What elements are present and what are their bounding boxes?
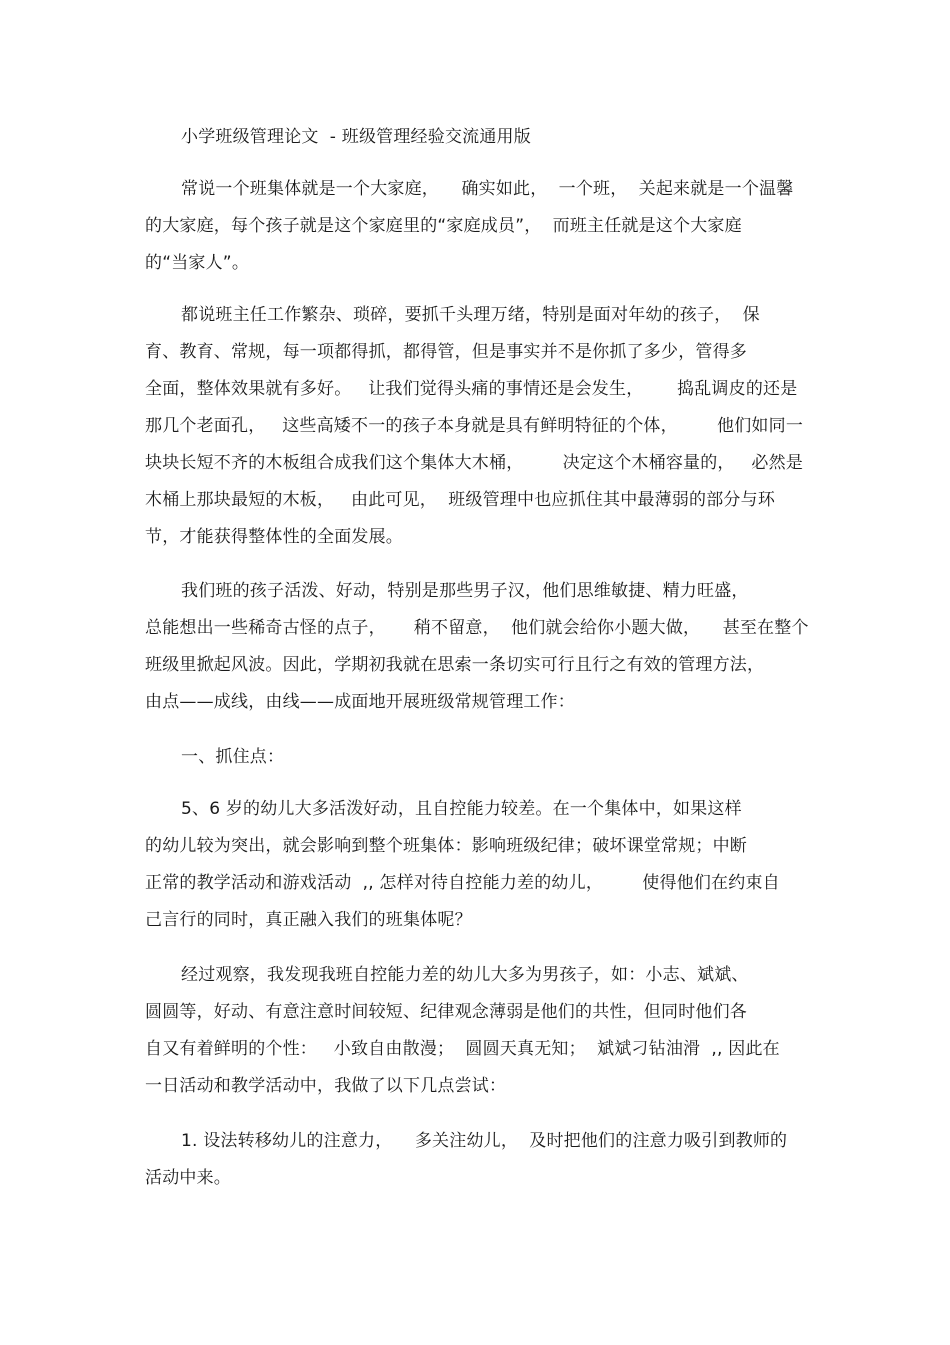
paragraph-line: 1. 设法转移幼儿的注意力， 多关注幼儿， 及时把他们的注意力吸引到教师的 <box>181 1131 788 1151</box>
paragraph-line: 正常的教学活动和游戏活动 ,, 怎样对待自控能力差的幼儿， 使得他们在约束自 <box>145 873 780 893</box>
paragraph-line: 自又有着鲜明的个性： 小致自由散漫； 圆圆天真无知； 斌斌刁钻油滑 ,, 因此在 <box>145 1039 780 1059</box>
paragraph-line: 常说一个班集体就是一个大家庭， 确实如此， 一个班， 关起来就是一个温馨 <box>181 179 794 199</box>
paragraph-line: 都说班主任工作繁杂、琐碎，要抓千头理万绪，特别是面对年幼的孩子， 保 <box>181 305 760 325</box>
paragraph-line: 圆圆等，好动、有意注意时间较短、纪律观念薄弱是他们的共性，但同时他们各 <box>145 1002 747 1022</box>
paragraph-line: 班级里掀起风波。因此，学期初我就在思索一条切实可行且行之有效的管理方法， <box>145 655 765 675</box>
paragraph-line: 己言行的同时，真正融入我们的班集体呢？ <box>145 910 472 930</box>
paragraph-line: 经过观察，我发现我班自控能力差的幼儿大多为男孩子，如：小志、斌斌、 <box>181 965 749 985</box>
paragraph-line: 那几个老面孔， 这些高矮不一的孩子本身就是具有鲜明特征的个体， 他们如同一 <box>145 416 804 436</box>
paragraph-line: 木桶上那块最短的木板， 由此可见， 班级管理中也应抓住其中最薄弱的部分与环 <box>145 490 776 510</box>
paragraph-line: 的大家庭，每个孩子就是这个家庭里的“家庭成员”， 而班主任就是这个大家庭 <box>145 216 742 236</box>
paragraph-line: 全面，整体效果就有多好。 让我们觉得头痛的事情还是会发生， 捣乱调皮的还是 <box>145 379 798 399</box>
paragraph-line: 5、6 岁的幼儿大多活泼好动，且自控能力较差。在一个集体中，如果这样 <box>181 799 742 819</box>
paragraph-line: 节，才能获得整体性的全面发展。 <box>145 527 403 547</box>
paragraph-line: 育、教育、常规，每一项都得抓，都得管，但是事实并不是你抓了多少，管得多 <box>145 342 747 362</box>
paragraph-line: 总能想出一些稀奇古怪的点子， 稍不留意， 他们就会给你小题大做， 甚至在整个 <box>145 618 809 638</box>
section-heading: 一、抓住点： <box>181 747 285 767</box>
document-title: 小学班级管理论文 - 班级管理经验交流通用版 <box>181 127 531 147</box>
paragraph-line: 活动中来。 <box>145 1168 231 1188</box>
paragraph-line: 由点——成线，由线——成面地开展班级常规管理工作： <box>145 692 575 712</box>
paragraph-line: 一日活动和教学活动中，我做了以下几点尝试： <box>145 1076 507 1096</box>
paragraph-line: 我们班的孩子活泼、好动，特别是那些男子汉，他们思维敏捷、精力旺盛， <box>181 581 749 601</box>
paragraph-line: 块块长短不齐的木板组合成我们这个集体大木桶， 决定这个木桶容量的， 必然是 <box>145 453 804 473</box>
paragraph-line: 的幼儿较为突出，就会影响到整个班集体：影响班级纪律；破坏课堂常规；中断 <box>145 836 747 856</box>
paragraph-line: 的“当家人”。 <box>145 253 250 273</box>
